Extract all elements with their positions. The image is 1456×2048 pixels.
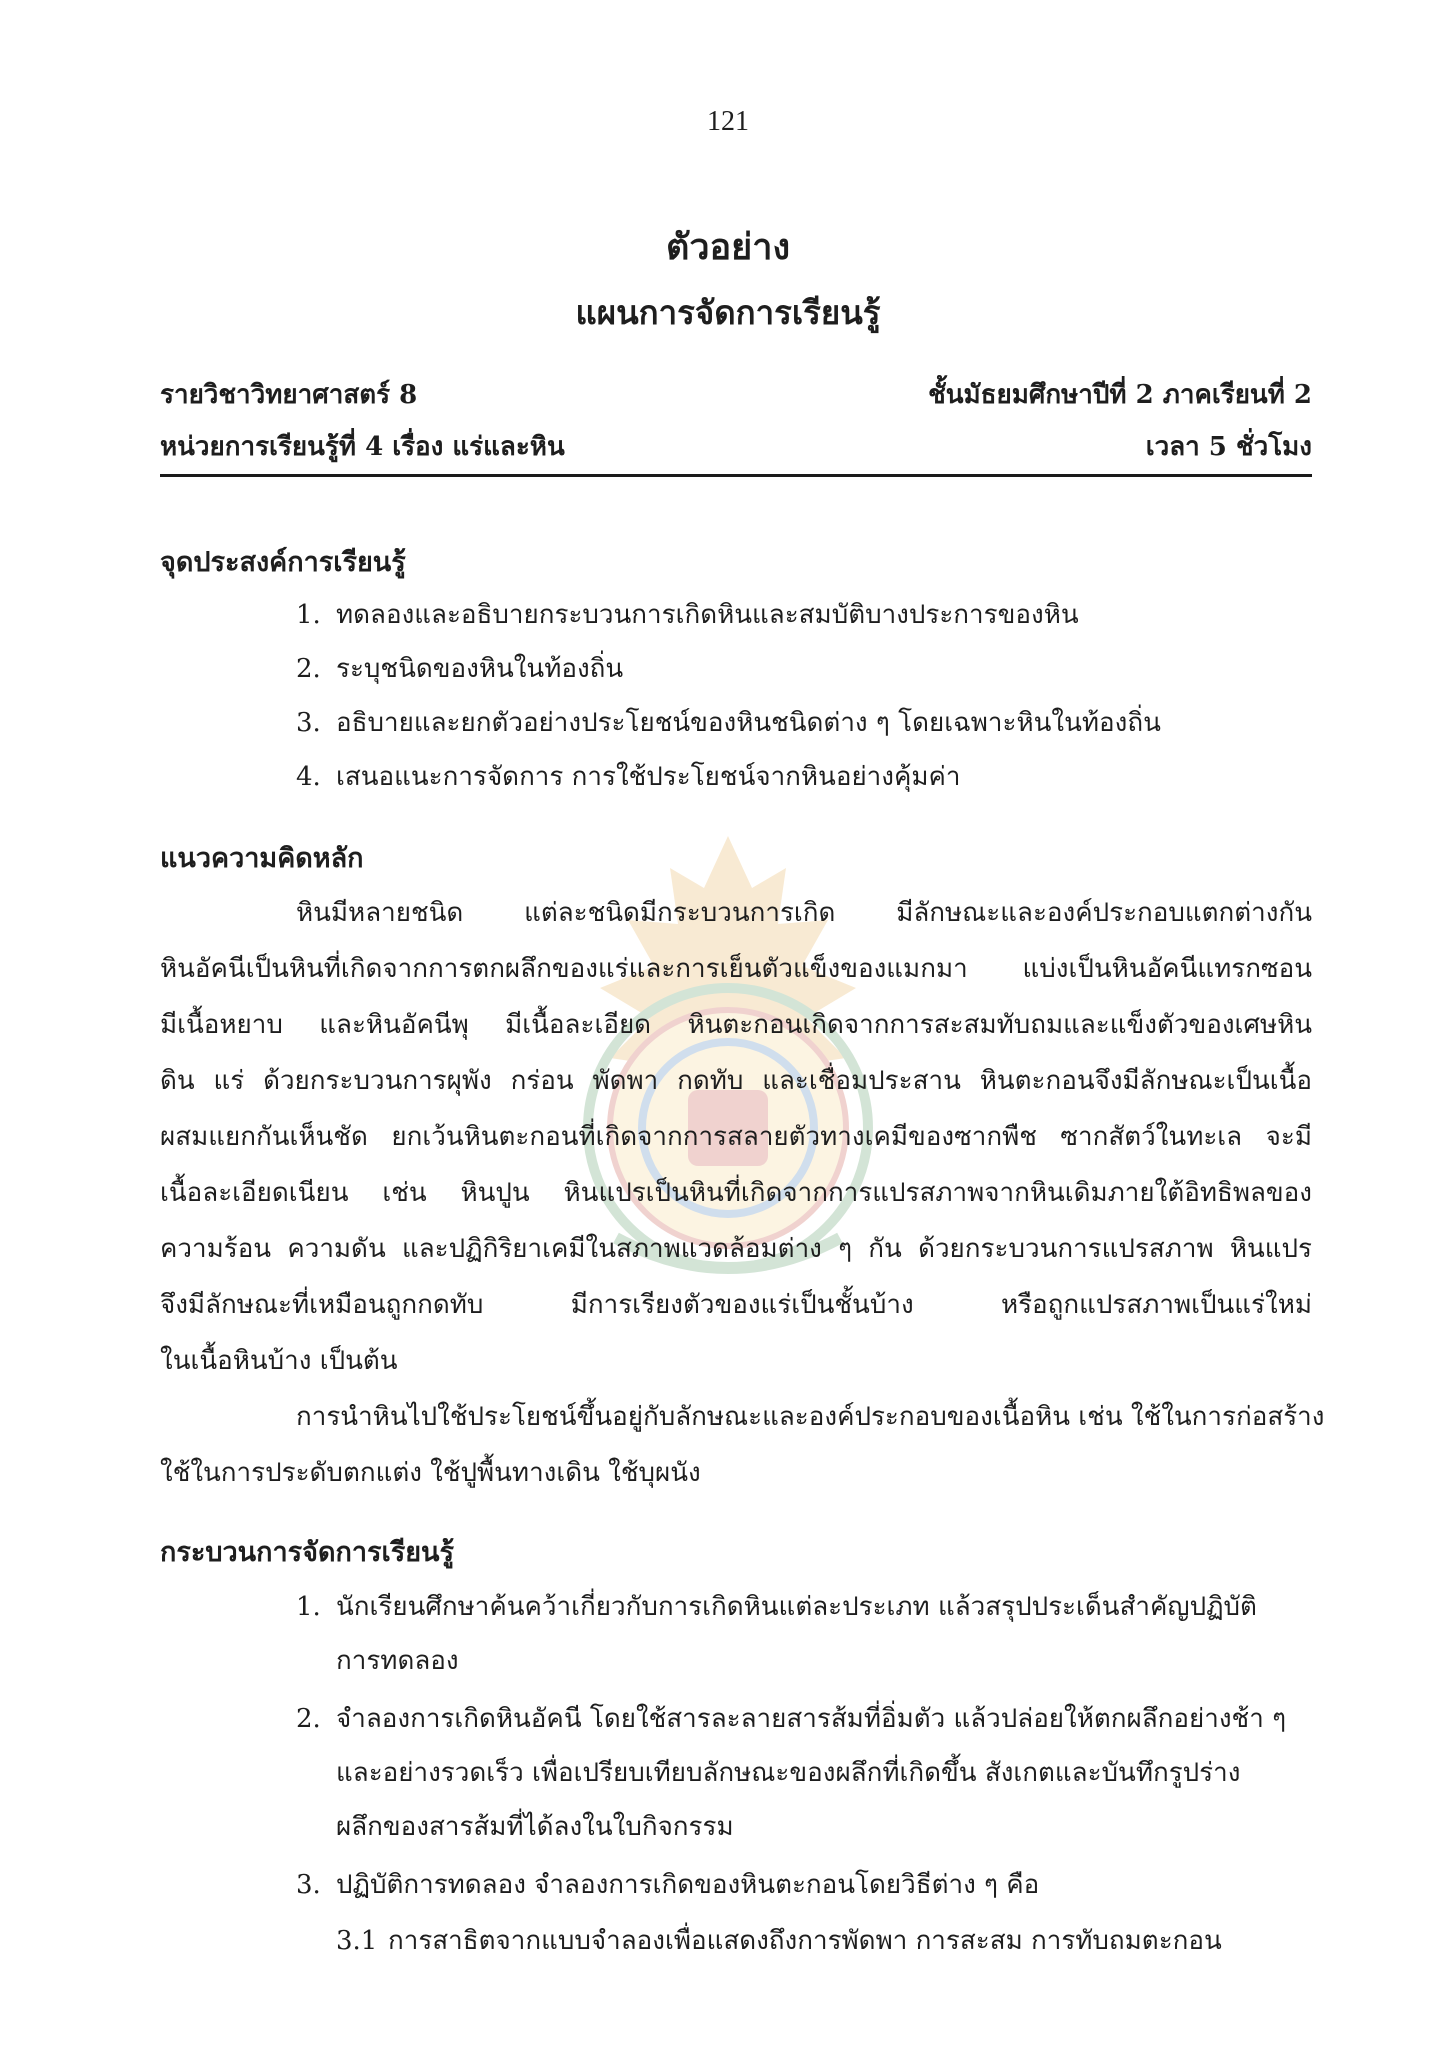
process-text-continued: และอย่างรวดเร็ว เพื่อเปรียบเทียบลักษณะของผลึกที่เกิดขึ้น สังเกตและบันทึกรูปร่าง <box>336 1758 1241 1788</box>
process-subitem <box>336 1920 1222 1961</box>
process-number: 2. <box>296 1704 321 1734</box>
process-text-continued: ผลึกของสารส้มที่ได้ลงในใบกิจกรรม <box>336 1812 734 1842</box>
process-subitem-number: 3.1 <box>336 1926 378 1956</box>
objective-number: 3. <box>296 708 321 738</box>
objective-number: 2. <box>296 654 321 684</box>
grade-label: ชั้นมัธยมศึกษาปีที่ 2 ภาคเรียนที่ 2 <box>928 380 1312 410</box>
page-subtitle: แผนการจัดการเรียนรู้ <box>575 293 881 332</box>
objective-text: อธิบายและยกตัวอย่างประโยชน์ของหินชนิดต่าง ๆ โดยเฉพาะหินในท้องถิ่น <box>336 708 1161 738</box>
process-number: 3. <box>296 1870 321 1900</box>
header-divider <box>160 474 1312 477</box>
process-subitem-text: การสาธิตจากแบบจำลองเพื่อแสดงถึงการพัดพา การสะสม การทับถมตะกอน <box>388 1926 1222 1956</box>
process-number: 1. <box>296 1592 321 1622</box>
unit-label: หน่วยการเรียนรู้ที่ 4 เรื่อง แร่และหิน <box>160 432 565 462</box>
process-item <box>296 1864 1039 1905</box>
objective-text: เสนอแนะการจัดการ การใช้ประโยชน์จากหินอย่างคุ้มค่า <box>336 762 961 792</box>
process-item <box>296 1586 1257 1627</box>
concept-line: หินมีหลายชนิด แต่ละชนิดมีกระบวนการเกิด มีลักษณะและองค์ประกอบแตกต่างกัน <box>296 898 1312 928</box>
objective-text: ทดลองและอธิบายกระบวนการเกิดหินและสมบัติบางประการของหิน <box>336 600 1079 630</box>
objective-text: ระบุชนิดของหินในท้องถิ่น <box>336 654 624 684</box>
objective-number: 1. <box>296 600 321 630</box>
concept-line: จึงมีลักษณะที่เหมือนถูกกดทับ มีการเรียงตัวของแร่เป็นชั้นบ้าง หรือถูกแปรสภาพเป็นแร่ใหม่ <box>160 1290 1312 1320</box>
concept-line: หินอัคนีเป็นหินที่เกิดจากการตกผลึกของแร่และการเย็นตัวแข็งของแมกมา แบ่งเป็นหินอัคนีแทรกซอน <box>160 954 1312 984</box>
page-title: ตัวอย่าง <box>665 226 791 268</box>
objective-item <box>296 648 623 689</box>
concept-heading: แนวความคิดหลัก <box>160 843 364 874</box>
objective-item <box>296 594 1079 635</box>
process-text: ปฏิบัติการทดลอง จำลองการเกิดของหินตะกอนโดยวิธีต่าง ๆ คือ <box>336 1870 1040 1900</box>
objective-item <box>296 756 961 797</box>
concept-line: ผสมแยกกันเห็นชัด ยกเว้นหินตะกอนที่เกิดจากการสลายตัวทางเคมีของซากพืช ซากสัตว์ในทะเล จะมี <box>160 1122 1312 1152</box>
objective-number: 4. <box>296 762 321 792</box>
page-number: 121 <box>707 106 749 137</box>
concept-line: เนื้อละเอียดเนียน เช่น หินปูน หินแปรเป็นหินที่เกิดจากการแปรสภาพจากหินเดิมภายใต้อิทธิพลของ <box>160 1178 1312 1208</box>
concept-line: ใช้ในการประดับตกแต่ง ใช้ปูพื้นทางเดิน ใช้บุผนัง <box>160 1458 701 1488</box>
concept-line: มีเนื้อหยาบ และหินอัคนีพุ มีเนื้อละเอียด หินตะกอนเกิดจากการสะสมทับถมและแข็งตัวของเศษหิน <box>160 1010 1312 1040</box>
duration-label: เวลา 5 ชั่วโมง <box>1145 432 1312 462</box>
process-item <box>296 1698 1286 1739</box>
objective-item <box>296 702 1161 743</box>
process-text: จำลองการเกิดหินอัคนี โดยใช้สารละลายสารส้มที่อิ่มตัว แล้วปล่อยให้ตกผลึกอย่างช้า ๆ <box>336 1704 1287 1734</box>
process-text: นักเรียนศึกษาค้นคว้าเกี่ยวกับการเกิดหินแต่ละประเภท แล้วสรุปประเด็นสำคัญปฏิบัติ <box>336 1592 1257 1622</box>
concept-line: ดิน แร่ ด้วยกระบวนการผุพัง กร่อน พัดพา กดทับ และเชื่อมประสาน หินตะกอนจึงมีลักษณะเป็นเนื้อ <box>160 1066 1312 1096</box>
subject-label: รายวิชาวิทยาศาสตร์ 8 <box>160 380 418 410</box>
concept-line: การนำหินไปใช้ประโยชน์ขึ้นอยู่กับลักษณะและองค์ประกอบของเนื้อหิน เช่น ใช้ในการก่อสร้าง <box>296 1402 1325 1432</box>
process-text-continued: การทดลอง <box>336 1646 459 1676</box>
concept-line: ในเนื้อหินบ้าง เป็นต้น <box>160 1346 398 1376</box>
objectives-heading: จุดประสงค์การเรียนรู้ <box>160 547 406 578</box>
process-heading: กระบวนการจัดการเรียนรู้ <box>160 1537 454 1568</box>
concept-line: ความร้อน ความดัน และปฏิกิริยาเคมีในสภาพแวดล้อมต่าง ๆ กัน ด้วยกระบวนการแปรสภาพ หินแปร <box>160 1234 1312 1264</box>
